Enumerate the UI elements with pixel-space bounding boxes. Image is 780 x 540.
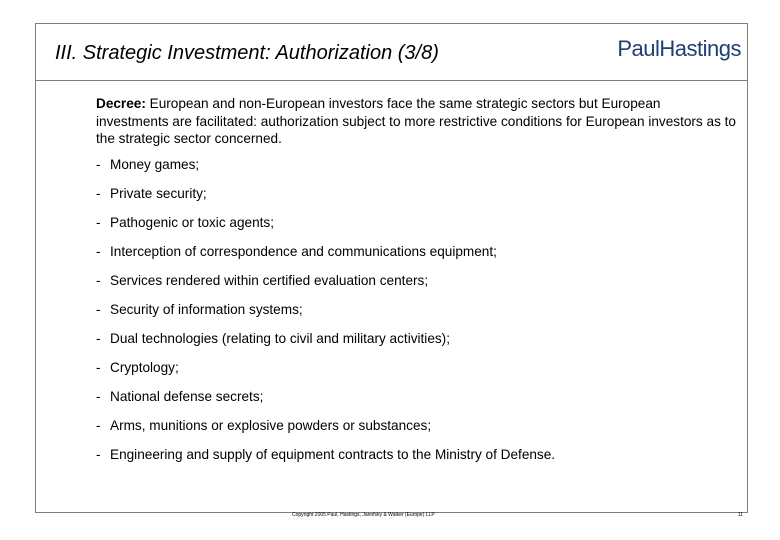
list-item-text: Cryptology; — [110, 360, 179, 375]
list-item-text: Engineering and supply of equipment contracts to the Ministry of Defense. — [110, 447, 556, 462]
list-item-text: Private security; — [110, 186, 207, 201]
list-dash: - — [96, 360, 101, 375]
list-item — [96, 214, 555, 243]
copyright-notice: Copyright 2005 Paul, Hastings, Janofsky & Walker (Europe) LLP — [292, 512, 435, 518]
list-item-text: Pathogenic or toxic agents; — [110, 215, 274, 230]
list-item-text: Arms, munitions or explosive powders or substances; — [110, 418, 432, 433]
decree-paragraph — [96, 95, 736, 148]
list-dash: - — [96, 418, 101, 433]
list-item — [96, 417, 555, 446]
list-item-text: Interception of correspondence and communications equipment; — [110, 244, 497, 259]
logo-paul: Paul — [617, 36, 660, 61]
list-item-text: Security of information systems; — [110, 302, 303, 317]
slide-header — [36, 24, 747, 80]
list-item-text: Services rendered within certified evaluation centers; — [110, 273, 429, 288]
list-dash: - — [96, 389, 101, 404]
list-dash: - — [96, 302, 101, 317]
list-dash: - — [96, 157, 101, 172]
logo-hastings: Hastings — [659, 36, 741, 61]
decree-text: European and non-European investors face the same strategic sectors but European investments are facilitated: authorization subject to more restrictive conditions for European investors as to the strategic sector concerned. — [96, 96, 736, 146]
list-item — [96, 301, 555, 330]
list-item — [96, 388, 555, 417]
list-dash: - — [96, 273, 101, 288]
list-item-text: Money games; — [110, 157, 200, 172]
slide-title: III. Strategic Investment: Authorization (3/8) — [55, 42, 439, 64]
list-item — [96, 359, 555, 388]
list-dash: - — [96, 215, 101, 230]
list-dash: - — [96, 186, 101, 201]
slide-footer — [36, 512, 747, 522]
list-dash: - — [96, 244, 101, 259]
list-item-text: Dual technologies (relating to civil and military activities); — [110, 331, 450, 346]
page-number: 11 — [737, 512, 743, 518]
list-item — [96, 185, 555, 214]
list-dash: - — [96, 447, 101, 462]
header-divider — [36, 80, 747, 81]
slide-content — [96, 95, 736, 148]
list-item-text: National defense secrets; — [110, 389, 264, 404]
decree-label: Decree: — [96, 96, 146, 111]
paul-hastings-logo — [617, 36, 741, 62]
list-item — [96, 243, 555, 272]
list-item — [96, 446, 555, 475]
list-dash: - — [96, 331, 101, 346]
list-item — [96, 330, 555, 359]
list-item — [96, 272, 555, 301]
strategic-sectors-list — [96, 156, 555, 475]
list-item — [96, 156, 555, 185]
